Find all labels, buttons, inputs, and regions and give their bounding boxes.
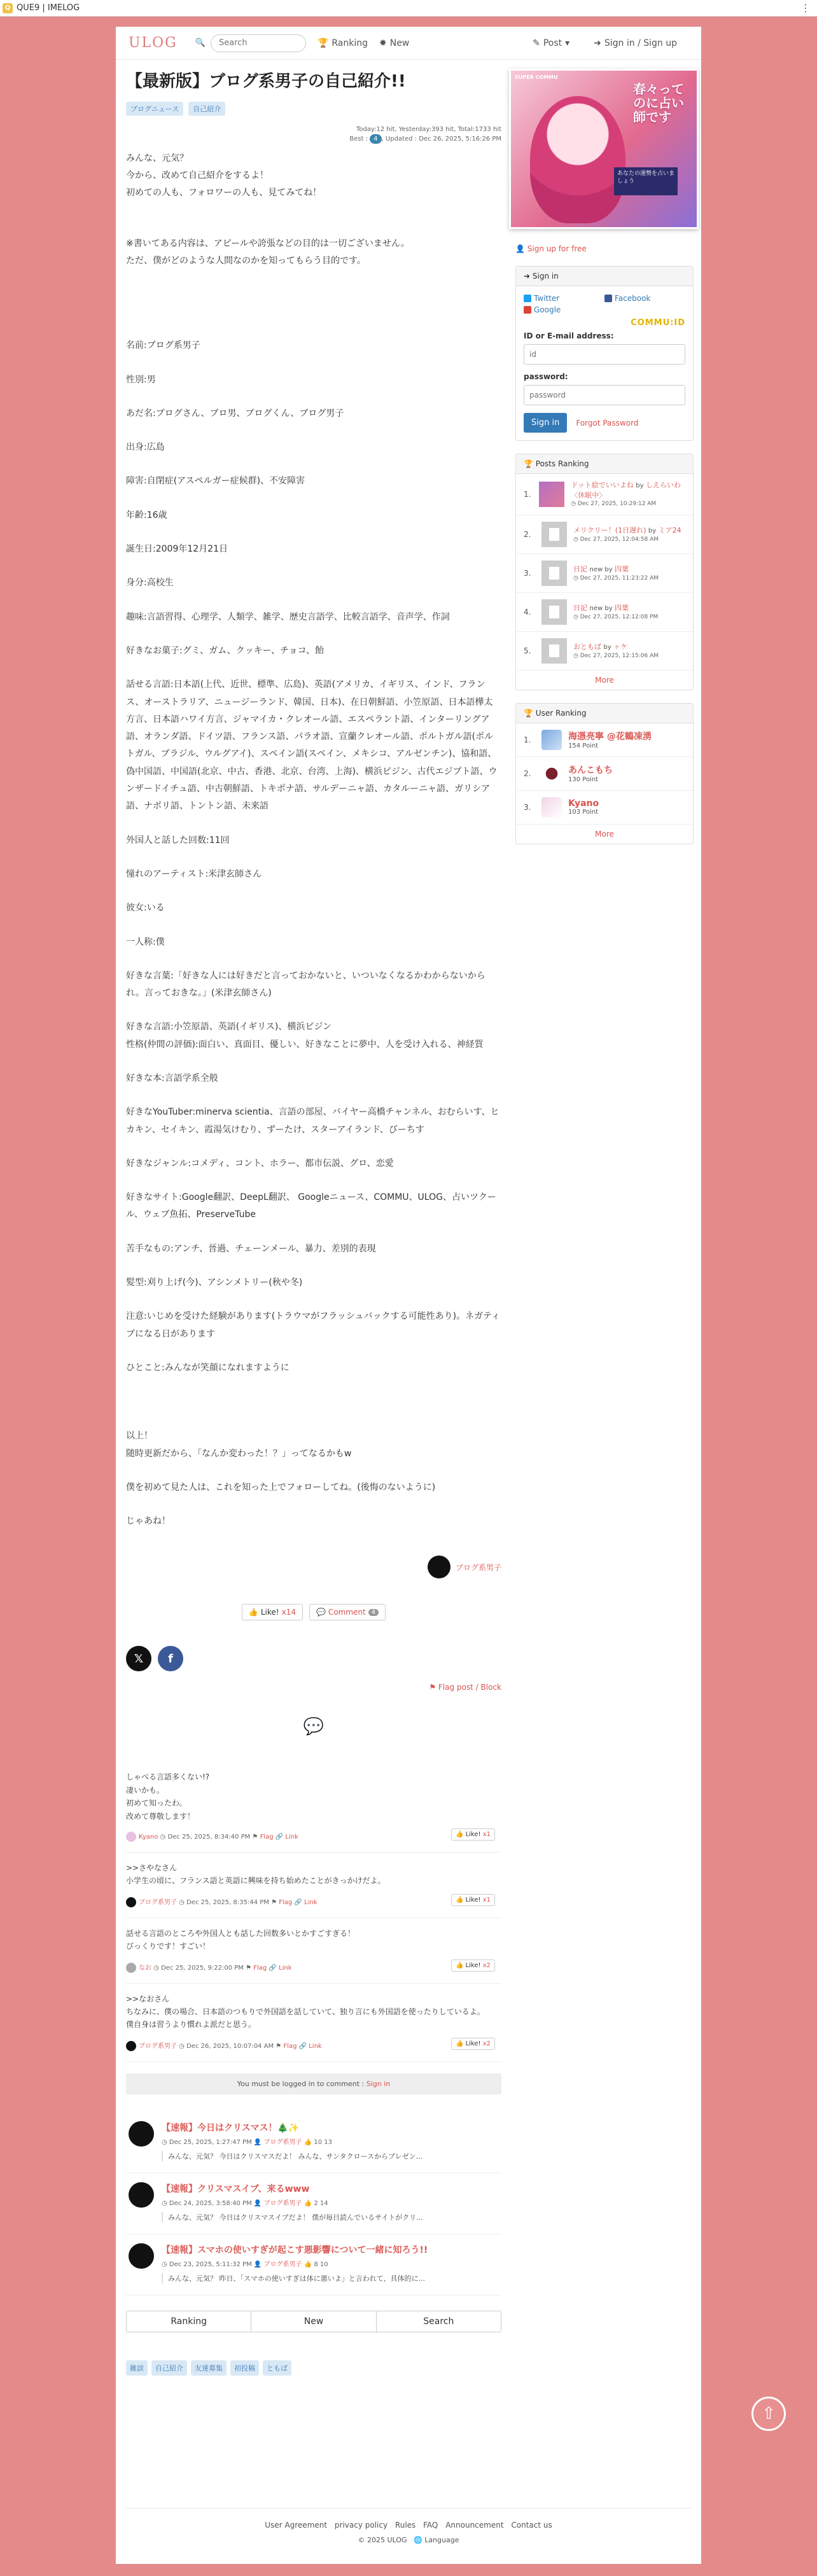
more-menu-icon[interactable]: ⋮ bbox=[800, 2, 811, 14]
user-avatar bbox=[541, 797, 562, 818]
signin-panel bbox=[515, 266, 694, 441]
main-content bbox=[126, 71, 501, 2376]
related-post[interactable] bbox=[126, 2173, 501, 2234]
id-input[interactable] bbox=[524, 344, 685, 365]
profile-partner: 彼女:いる bbox=[126, 903, 165, 914]
tag-link[interactable]: 自己紹介 bbox=[188, 102, 225, 116]
closing-line: 僕を初めて見た人は、これを知った上でフォローしてね。(後悔のないように) bbox=[126, 1482, 436, 1493]
document-icon bbox=[541, 560, 567, 586]
profile-sites: 好きなサイト:Google翻訳、DeepL翻訳、 Googleニュース、COMMU、ULOG、占いツクール、ウェブ魚拓、PreserveTube bbox=[126, 1192, 496, 1220]
trophy-icon: 🏆 bbox=[524, 459, 533, 468]
comment-meta: ブログ系男子 ◷ Dec 25, 2025, 8:35:44 PM ⚑ Flag 🔗 Link bbox=[126, 1897, 501, 1907]
user-ranking-header: 🏆 User Ranking bbox=[516, 704, 693, 723]
profile-youtuber: 好きなYouTuber:minerva scientia、言語の部屋、バイヤー高橋チャンネル、おむらいす、ヒカキン、セイキン、霞湯気けむり、ずーたけ、スターアイランド、びーちす bbox=[126, 1107, 499, 1135]
footer bbox=[116, 2521, 701, 2544]
profile-dislike: 苦手なもの:アンチ、晉過、チェーンメール、暴力、差別的表現 bbox=[126, 1243, 376, 1254]
tag-link[interactable]: 初投稿 bbox=[230, 2360, 259, 2376]
comment-permalink[interactable]: Link bbox=[285, 1834, 298, 1841]
comment-flag-link[interactable]: Flag bbox=[279, 1898, 293, 1906]
comment-permalink[interactable]: Link bbox=[304, 1898, 318, 1906]
ad-banner[interactable]: SUPER COMMU 春々ってのに占い師です あなたの運勢を占いましょう bbox=[509, 69, 699, 229]
banner-character-image bbox=[530, 96, 625, 223]
nav-search bbox=[195, 34, 306, 52]
action-row bbox=[126, 1604, 501, 1620]
like-button[interactable]: 👍 Like! x14 bbox=[242, 1604, 303, 1620]
password-label: password: bbox=[524, 372, 568, 381]
page-container bbox=[116, 27, 701, 2564]
comment-list bbox=[126, 1762, 501, 2061]
comment-like-button[interactable]: 👍 Like! x1 bbox=[451, 1894, 495, 1906]
language-link[interactable]: Language bbox=[424, 2536, 459, 2544]
user-ranking-more-link[interactable]: More bbox=[595, 829, 614, 839]
author-link[interactable]: ブログ系男子 bbox=[455, 1563, 501, 1572]
body-line: ※書いてある内容は、アピールや誇張などの目的は一切ございません。 bbox=[126, 238, 410, 249]
best-badge: 4 bbox=[370, 134, 381, 144]
related-meta: ◷ Dec 24, 2025, 3:58:40 PM 👤 ブログ系男子 👍 2 14 bbox=[162, 2199, 328, 2207]
profile-hobby: 趣味:言語習得、心理学、人類学、雑学、歴史言語学、比較言語学、音声学、作詞 bbox=[126, 611, 450, 622]
comment-button[interactable]: 💬 Comment 4 bbox=[309, 1604, 386, 1620]
tag-link[interactable]: 自己紹介 bbox=[151, 2360, 187, 2376]
twitter-login[interactable]: Twitter bbox=[524, 294, 604, 303]
profile-birthday: 誕生日:2009年12月21日 bbox=[126, 544, 228, 555]
facebook-icon bbox=[604, 295, 612, 302]
profile-genre: 好きなジャンル:コメディ、コント、ホラー、都市伝説、グロ、恋愛 bbox=[126, 1158, 394, 1169]
commuid-logo: COMMU:ID bbox=[631, 318, 685, 328]
user-ranking-item[interactable]: 2. あんこもち 130 Point bbox=[516, 757, 693, 791]
forgot-password-link[interactable]: Forgot Password bbox=[576, 418, 639, 428]
profile-disability: 障害:自閉症(アスペルガー症候群)、不安障害 bbox=[126, 476, 305, 487]
posts-ranking-header: 🏆 Posts Ranking bbox=[516, 454, 693, 474]
bottom-tags bbox=[126, 2360, 501, 2376]
profile-foreign-talks: 外国人と話した回数:11回 bbox=[126, 835, 230, 846]
related-posts bbox=[126, 2112, 501, 2295]
tag-link[interactable]: ブログニュース bbox=[126, 102, 183, 116]
signin-link[interactable]: Sign in bbox=[366, 2079, 391, 2088]
commenter-avatar bbox=[126, 1897, 136, 1907]
comment-meta: Kyano ◷ Dec 25, 2025, 8:34:40 PM ⚑ Flag 🔗 Link bbox=[126, 1832, 501, 1842]
star-icon: ✸ bbox=[379, 38, 387, 48]
comment-like-button[interactable]: 👍 Like! x2 bbox=[451, 1960, 495, 1972]
comment-flag-link[interactable]: Flag bbox=[260, 1834, 274, 1841]
globe-icon: 🌐 bbox=[413, 2536, 422, 2544]
scroll-to-top-button[interactable]: ⇧ bbox=[751, 2397, 786, 2431]
related-excerpt: みんな、元気？ 今日はクリスマスイブだよ！ 僕が毎日読んでいるサイトがクリ... bbox=[162, 2212, 423, 2222]
related-title[interactable]: 【速報】クリスマスイブ、来るwww bbox=[162, 2183, 310, 2194]
article-meta bbox=[126, 125, 501, 144]
copyright: © 2025 ULOG 🌐 Language bbox=[358, 2536, 459, 2544]
profile-books: 好きな本:言語学系全般 bbox=[126, 1073, 218, 1083]
comment-text: >>さやなさん 小学生の頃に、フランス語と英語に興味を持ち始めたことがきっかけだよ。 bbox=[126, 1863, 386, 1886]
comment-permalink[interactable]: Link bbox=[279, 1964, 292, 1972]
comment-permalink[interactable]: Link bbox=[309, 2042, 322, 2050]
commenter-link[interactable]: ブログ系男子 bbox=[139, 1898, 177, 1906]
user-avatar bbox=[541, 730, 562, 750]
browser-tabbar bbox=[0, 0, 817, 17]
commenter-avatar bbox=[126, 1832, 136, 1842]
search-input[interactable] bbox=[211, 34, 306, 52]
comment-meta: なお ◷ Dec 25, 2025, 9:22:00 PM ⚑ Flag 🔗 Link bbox=[126, 1962, 501, 1973]
closing-line: 以上！ bbox=[126, 1431, 153, 1442]
comment-like-button[interactable]: 👍 Like! x2 bbox=[451, 2038, 495, 2050]
body-line: みんな、元気？ bbox=[126, 153, 188, 164]
article-tags bbox=[126, 102, 501, 116]
signin-panel-header: ➜ Sign in bbox=[516, 267, 693, 286]
comment-flag-link[interactable]: Flag bbox=[283, 2042, 297, 2050]
author-row bbox=[126, 1556, 501, 1578]
related-post[interactable] bbox=[126, 2112, 501, 2173]
signin-button[interactable]: Sign in bbox=[524, 413, 567, 433]
closing-line: じゃあね！ bbox=[126, 1516, 171, 1527]
related-author-avatar bbox=[129, 2121, 154, 2147]
thumbs-up-icon: 👍 bbox=[248, 1608, 258, 1617]
profile-hometown: 出身:広島 bbox=[126, 442, 165, 453]
password-input[interactable] bbox=[524, 385, 685, 405]
article-title: 【最新版】ブログ系男子の自己紹介!! bbox=[126, 72, 406, 91]
commenter-avatar bbox=[126, 1963, 136, 1973]
login-to-comment-note: You must be logged in to comment : Sign in bbox=[126, 2073, 501, 2094]
profile-hair: 髪型:刈り上げ(今)、アシンメトリー(秋や冬) bbox=[126, 1278, 303, 1288]
commenter-link[interactable]: ブログ系男子 bbox=[139, 2042, 177, 2050]
bottom-nav bbox=[126, 2311, 501, 2332]
nav-ranking-link[interactable]: 🏆 Ranking bbox=[317, 38, 368, 48]
related-excerpt: みんな、元気？ 今日はクリスマスだよ！ みんな、サンタクロースからプレゼン... bbox=[162, 2151, 422, 2161]
body-line: 今から、改めて自己紹介をするよ！ bbox=[126, 171, 269, 181]
tag-link[interactable]: ともば bbox=[263, 2360, 291, 2376]
posts-ranking-panel bbox=[515, 454, 694, 690]
footer-link[interactable]: FAQ bbox=[423, 2521, 438, 2530]
ranking-item[interactable]: 1. ドット絵でいいよね by しえらいわ〈休眠中〉 ◷ Dec 27, 2025, 10:29:12 AM bbox=[516, 474, 693, 515]
footer-divider bbox=[126, 2508, 691, 2509]
comment-text: 話せる言語のところや外国人とも話した回数多いとかすごすぎる！ びっくりです！すごい！ bbox=[126, 1928, 356, 1951]
body-line: 初めての人も、フォロワーの人も、見てみてね！ bbox=[126, 188, 322, 198]
profile-fav-language: 好きな言語:小笠原語、英語(イギリス)、横浜ピジン bbox=[126, 1022, 332, 1033]
profile-nickname: あだ名:ブログさん、ブロ男、ブログくん、ブログ男子 bbox=[126, 408, 344, 419]
navbar bbox=[116, 27, 701, 60]
commenter-link[interactable]: Kyano bbox=[139, 1834, 158, 1841]
caret-down-icon: ▾ bbox=[565, 38, 570, 48]
signup-link[interactable]: 👤 Sign up for free bbox=[515, 244, 587, 253]
footer-links bbox=[116, 2521, 701, 2530]
social-login bbox=[524, 294, 685, 314]
sidebar bbox=[515, 69, 694, 857]
article-body bbox=[126, 150, 501, 1531]
comment-item bbox=[126, 1984, 501, 2062]
nav-right bbox=[533, 38, 688, 48]
comment-text: しゃべる言語多くない!? 凄いかも。 初めて知ったわ。 改めて尊敬します！ bbox=[126, 1772, 210, 1821]
user-icon: 👤 bbox=[515, 244, 525, 253]
bottom-nav-new[interactable]: New bbox=[251, 2311, 376, 2332]
document-icon bbox=[541, 638, 567, 664]
comment-text: >>なおさん ちなみに、僕の場合、日本語のつもりで外国語を話していて、独り言にも外国語を使ったりしているよ。 僕自身は習うより慣れよ派だと思う。 bbox=[126, 1994, 485, 2029]
tag-link[interactable]: 友達募集 bbox=[191, 2360, 227, 2376]
bottom-nav-ranking[interactable]: Ranking bbox=[127, 2311, 251, 2332]
trophy-icon: 🏆 bbox=[524, 708, 533, 718]
footer-link[interactable]: privacy policy bbox=[334, 2521, 388, 2530]
twitter-icon bbox=[524, 295, 531, 302]
user-ranking-item[interactable]: 1. 海憑亮寧 @花鶴凍湧 154 Point bbox=[516, 723, 693, 757]
comment-flag-link[interactable]: Flag bbox=[253, 1964, 267, 1972]
site-logo[interactable]: ULOG bbox=[129, 35, 178, 51]
hit-stats: Today:12 hit, Yesterday:393 hit, Total:1733 hit bbox=[356, 125, 501, 133]
pencil-icon: ✎ bbox=[533, 38, 540, 48]
user-ranking-item[interactable]: 3. Kyano 103 Point bbox=[516, 791, 693, 825]
bottom-nav-search[interactable]: Search bbox=[423, 2316, 454, 2327]
user-avatar bbox=[541, 763, 562, 784]
profile-age: 年齢:16歳 bbox=[126, 510, 167, 520]
comment-like-button[interactable]: 👍 Like! x1 bbox=[451, 1828, 495, 1841]
profile-status: 身分:高校生 bbox=[126, 578, 174, 588]
comment-item bbox=[126, 1853, 501, 1918]
comments-icon: 💬 bbox=[303, 1717, 325, 1737]
share-row bbox=[126, 1646, 501, 1671]
nav-new-link[interactable]: ✸ New bbox=[379, 38, 410, 48]
closing-line: 随時更新だから、「なんか変わった！？」ってなるかもw bbox=[126, 1448, 352, 1459]
best-updated: Best : 4 , Updated : Dec 26, 2025, 5:16:26 PM bbox=[349, 135, 501, 143]
flag-post-link[interactable]: ⚑ Flag post / Block bbox=[429, 1683, 501, 1692]
trophy-icon: 🏆 bbox=[317, 38, 329, 48]
post-thumbnail bbox=[539, 482, 564, 507]
ranking-item[interactable]: 3. 日記 new by 四葉 ◷ Dec 27, 2025, 11:23:22 AM bbox=[516, 554, 693, 593]
related-title[interactable]: 【速報】今日はクリスマス！🎄✨ bbox=[162, 2122, 300, 2133]
comment-item bbox=[126, 1762, 501, 1853]
related-meta: ◷ Dec 23, 2025, 5:11:32 PM 👤 ブログ系男子 👍 8 10 bbox=[162, 2260, 328, 2268]
browser-tab-title[interactable]: QUE9 | IMELOG bbox=[17, 3, 80, 13]
user-ranking-panel bbox=[515, 703, 694, 844]
author-avatar[interactable] bbox=[428, 1556, 450, 1578]
signin-link[interactable]: ➜ Sign in / Sign up bbox=[594, 38, 677, 48]
profile-personality: 性格(仲間の評価):面白い、真面目、優しい、好きなことに夢中、人を受け入れる、神経質 bbox=[126, 1039, 484, 1050]
post-menu-button[interactable]: ✎ Post ▾ bbox=[533, 38, 570, 48]
profile-pronoun: 一人称:僕 bbox=[126, 936, 165, 947]
related-title[interactable]: 【速報】スマホの使いすぎが起こす悪影響について一緒に知ろう!! bbox=[162, 2245, 428, 2255]
google-login[interactable]: Google bbox=[524, 305, 604, 314]
share-facebook-icon[interactable]: f bbox=[158, 1646, 183, 1671]
related-excerpt: みんな、元気？ 昨日、「スマホの使いすぎは体に悪いよ」と言われて、具体的に... bbox=[162, 2273, 428, 2283]
document-icon bbox=[541, 522, 567, 547]
profile-languages: 話せる言語:日本語(上代、近世、標準、広島)、英語(アメリカ、イギリス、インド、フランス、オーストラリア、ニュージーランド、韓国、日本)、在日朝鮮語、小笠原語、日本語樺太方言、日本語ハワイ方言、ジャマイカ・クレオール語、エスペラント語、インターリングア語、オランダ語、ドイツ語、フランス語、パラオ語、宣蘭クレオール語、ポルトガル語(ポルトガル、ブラジル、ウルグアイ)、スペイン語(スペイン、メキシコ、アルゼンチン)、協和語、偽中国語、中国語(北京、中古、香港、北京、台湾、上海)、横浜ピジン、古代エジプト語、ウンザードイチュ語、中古朝鮮語、トキポナ語、サルデーニャ語、カタルーニャ語、ガリシア語、ナポリ語、トントン語、未来語 bbox=[126, 679, 498, 812]
posts-ranking-more-link[interactable]: More bbox=[595, 675, 614, 685]
related-author-avatar bbox=[129, 2243, 154, 2269]
body-line: ただ、僕がどのような人間なのかを知ってもらう目的です。 bbox=[126, 255, 366, 266]
ranking-item[interactable]: 4. 日記 new by 四葉 ◷ Dec 27, 2025, 12:12:08 PM bbox=[516, 593, 693, 632]
id-label: ID or E-mail address: bbox=[524, 331, 614, 340]
google-icon bbox=[524, 306, 531, 314]
tag-link[interactable]: 雑談 bbox=[126, 2360, 148, 2376]
profile-word: ひとこと:みんなが笑顔になれますように bbox=[126, 1362, 290, 1373]
related-meta: ◷ Dec 25, 2025, 1:27:47 PM 👤 ブログ系男子 👍 10 13 bbox=[162, 2138, 332, 2146]
document-icon bbox=[541, 599, 567, 625]
profile-artist: 憧れのアーティスト:米津玄師さん bbox=[126, 868, 262, 879]
share-x-icon[interactable]: 𝕏 bbox=[126, 1646, 151, 1671]
commenter-avatar bbox=[126, 2041, 136, 2051]
search-icon[interactable]: 🔍 bbox=[195, 38, 206, 48]
profile-gender: 性別:男 bbox=[126, 374, 156, 385]
profile-snack: 好きなお菓子:グミ、ガム、クッキー、チョコ、飴 bbox=[126, 645, 325, 656]
commenter-link[interactable]: なお bbox=[139, 1964, 151, 1972]
facebook-login[interactable]: Facebook bbox=[604, 294, 685, 303]
site-favicon-icon: Q bbox=[3, 3, 13, 13]
login-icon: ➜ bbox=[594, 38, 601, 48]
login-icon: ➜ bbox=[524, 272, 531, 281]
related-author-avatar bbox=[129, 2182, 154, 2208]
profile-quote: 好きな言葉:「好きな人には好きだと言っておかないと、いついなくなるかわからないかられ。言っておきな。」(米津玄師さん) bbox=[126, 970, 485, 999]
comment-icon: 💬 bbox=[316, 1608, 326, 1617]
profile-name: 名前:ブログ系男子 bbox=[126, 340, 200, 351]
ranking-item[interactable]: 5. おともば by ヶケ ◷ Dec 27, 2025, 12:15:06 AM bbox=[516, 632, 693, 671]
related-post[interactable] bbox=[126, 2234, 501, 2295]
footer-link[interactable]: Contact us bbox=[511, 2521, 552, 2530]
comment-item bbox=[126, 1918, 501, 1984]
footer-link[interactable]: User Agreement bbox=[265, 2521, 328, 2530]
footer-link[interactable]: Announcement bbox=[445, 2521, 504, 2530]
footer-link[interactable]: Rules bbox=[395, 2521, 416, 2530]
ranking-item[interactable]: 2. メリクリー！(1日遅れ) by ミア24 ◷ Dec 27, 2025, 12:04:58 AM bbox=[516, 515, 693, 554]
profile-note: 注意:いじめを受けた経験があります(トラウマがフラッシュバックする可能性あり)。ネガティブになる日があります bbox=[126, 1311, 500, 1339]
flag-icon: ⚑ bbox=[429, 1683, 436, 1692]
comment-meta: ブログ系男子 ◷ Dec 26, 2025, 10:07:04 AM ⚑ Flag 🔗 Link bbox=[126, 2040, 501, 2051]
